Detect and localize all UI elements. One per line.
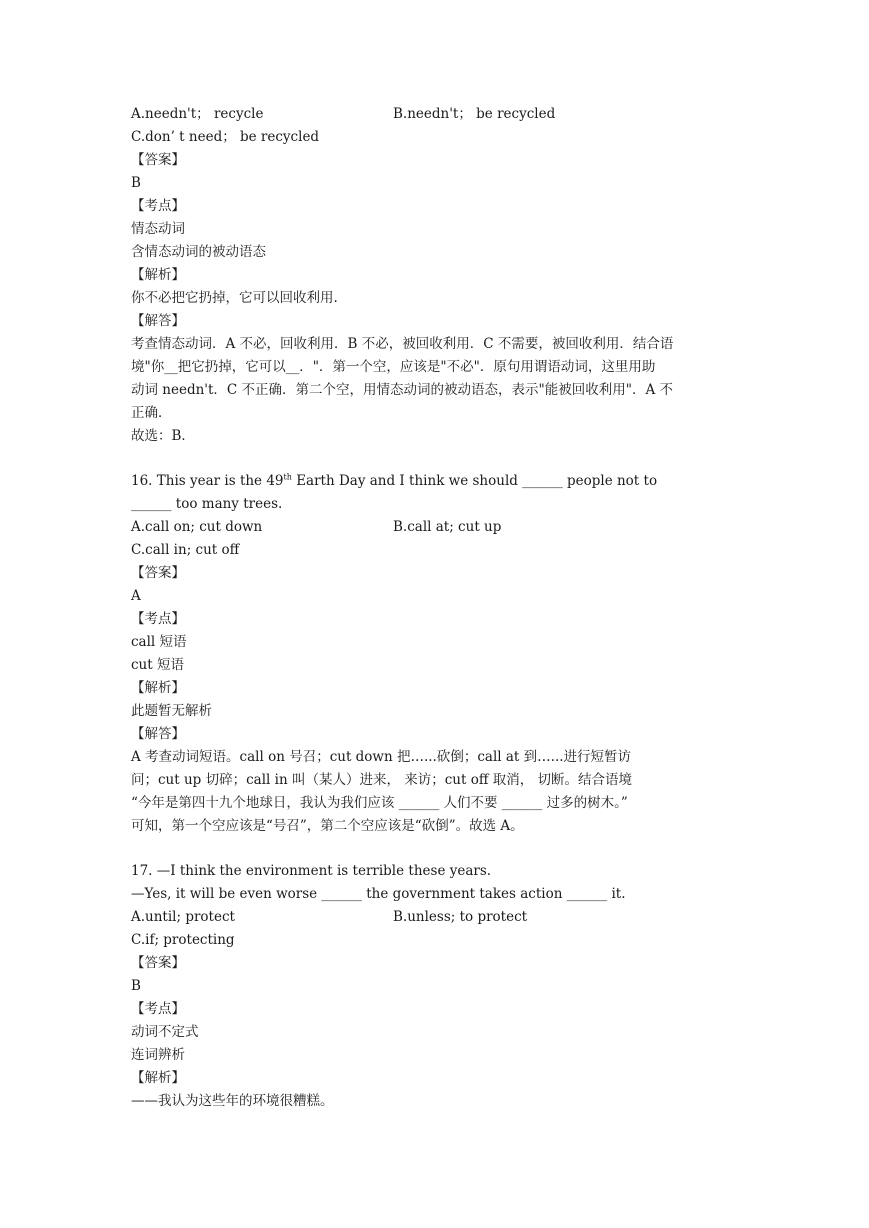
q15-options-row1	[131, 103, 741, 126]
q15-points-label: 【考点】	[131, 198, 185, 214]
q16-stem-post: Earth Day and I think we should ______ people not to	[291, 473, 658, 489]
q16-analysis-label: 【解析】	[131, 680, 185, 696]
q16-solution-line-4: 可知，第一个空应该是“号召”，第二个空应该是“砍倒”。故选 A。	[131, 818, 524, 834]
q16-answer: A	[131, 588, 141, 604]
q15-conclusion: 故选：B．	[131, 428, 195, 444]
q17-analysis: ——我认为这些年的环境很糟糕。	[131, 1093, 334, 1109]
q17-option-a: A.until; protect	[131, 909, 235, 925]
q15-solution-label: 【解答】	[131, 313, 185, 329]
q17-option-b: B.unless; to protect	[393, 909, 528, 925]
q16-solution-line-3: “今年是第四十九个地球日，我认为我们应该 ______ 人们不要 ______ 过多的树木。”	[131, 795, 628, 811]
q15-analysis: 你不必把它扔掉，它可以回收利用.	[131, 290, 338, 306]
q16-stem-line-2: ______ too many trees.	[131, 496, 283, 512]
q17-stem-line-2: —Yes, it will be even worse ______ the government takes action ______ it.	[131, 886, 626, 902]
q15-option-b: B.needn't； be recycled	[393, 106, 556, 122]
q17-analysis-label: 【解析】	[131, 1070, 185, 1086]
q15-answer: B	[131, 175, 141, 191]
q16-solution-line-2: 问；cut up 切碎；call in 叫（某人）进来， 来访；cut off 取消， 切断。结合语境	[131, 772, 633, 788]
q17-point-1: 动词不定式	[131, 1024, 199, 1040]
q17-option-c: C.if; protecting	[131, 932, 235, 948]
q16-option-a: A.call on; cut down	[131, 519, 263, 535]
document-page	[131, 103, 741, 1113]
q15-solution-line-1: 考查情态动词．A 不必，回收利用．B 不必，被回收利用．C 不需要，被回收利用．结合语	[131, 336, 674, 352]
q16-point-1: call 短语	[131, 634, 187, 650]
q15-option-c: C.don’ t need； be recycled	[131, 129, 320, 145]
q16-point-2: cut 短语	[131, 657, 184, 673]
q15-option-a: A.needn't； recycle	[131, 106, 264, 122]
q16-option-b: B.call at; cut up	[393, 519, 502, 535]
q15-point-2: 含情态动词的被动语态	[131, 244, 266, 260]
q17-options-row1	[131, 906, 741, 929]
q15-solution-line-4: 正确．	[131, 405, 172, 421]
q15-point-1: 情态动词	[131, 221, 185, 237]
q16-options-row1	[131, 516, 741, 539]
q17-points-label: 【考点】	[131, 1001, 185, 1017]
q16-solution-line-1: A 考查动词短语。call on 号召；cut down 把…...砍倒；call at 到…...进行短暂访	[131, 749, 632, 765]
q16-option-c: C.call in; cut off	[131, 542, 240, 558]
q17-answer-label: 【答案】	[131, 955, 185, 971]
q17-stem-line-1: 17. —I think the environment is terrible these years.	[131, 863, 492, 879]
q16-solution-label: 【解答】	[131, 726, 185, 742]
q16-stem-superscript: th	[283, 472, 292, 482]
q15-solution-line-2: 境"你__把它扔掉，它可以__．"．第一个空，应该是"不必"．原句用谓语动词，这里用助	[131, 359, 656, 375]
q15-analysis-label: 【解析】	[131, 267, 185, 283]
q17-answer: B	[131, 978, 141, 994]
q15-solution-line-3: 动词 needn't．C 不正确．第二个空，用情态动词的被动语态，表示"能被回收利用"．A 不	[131, 382, 674, 398]
q16-stem-pre: 16. This year is the 49	[131, 473, 284, 489]
q16-analysis: 此题暂无解析	[131, 703, 212, 719]
q17-point-2: 连词辨析	[131, 1047, 185, 1063]
q15-answer-label: 【答案】	[131, 152, 185, 168]
q16-points-label: 【考点】	[131, 611, 185, 627]
q16-answer-label: 【答案】	[131, 565, 185, 581]
q16-stem-line-1	[131, 470, 741, 493]
